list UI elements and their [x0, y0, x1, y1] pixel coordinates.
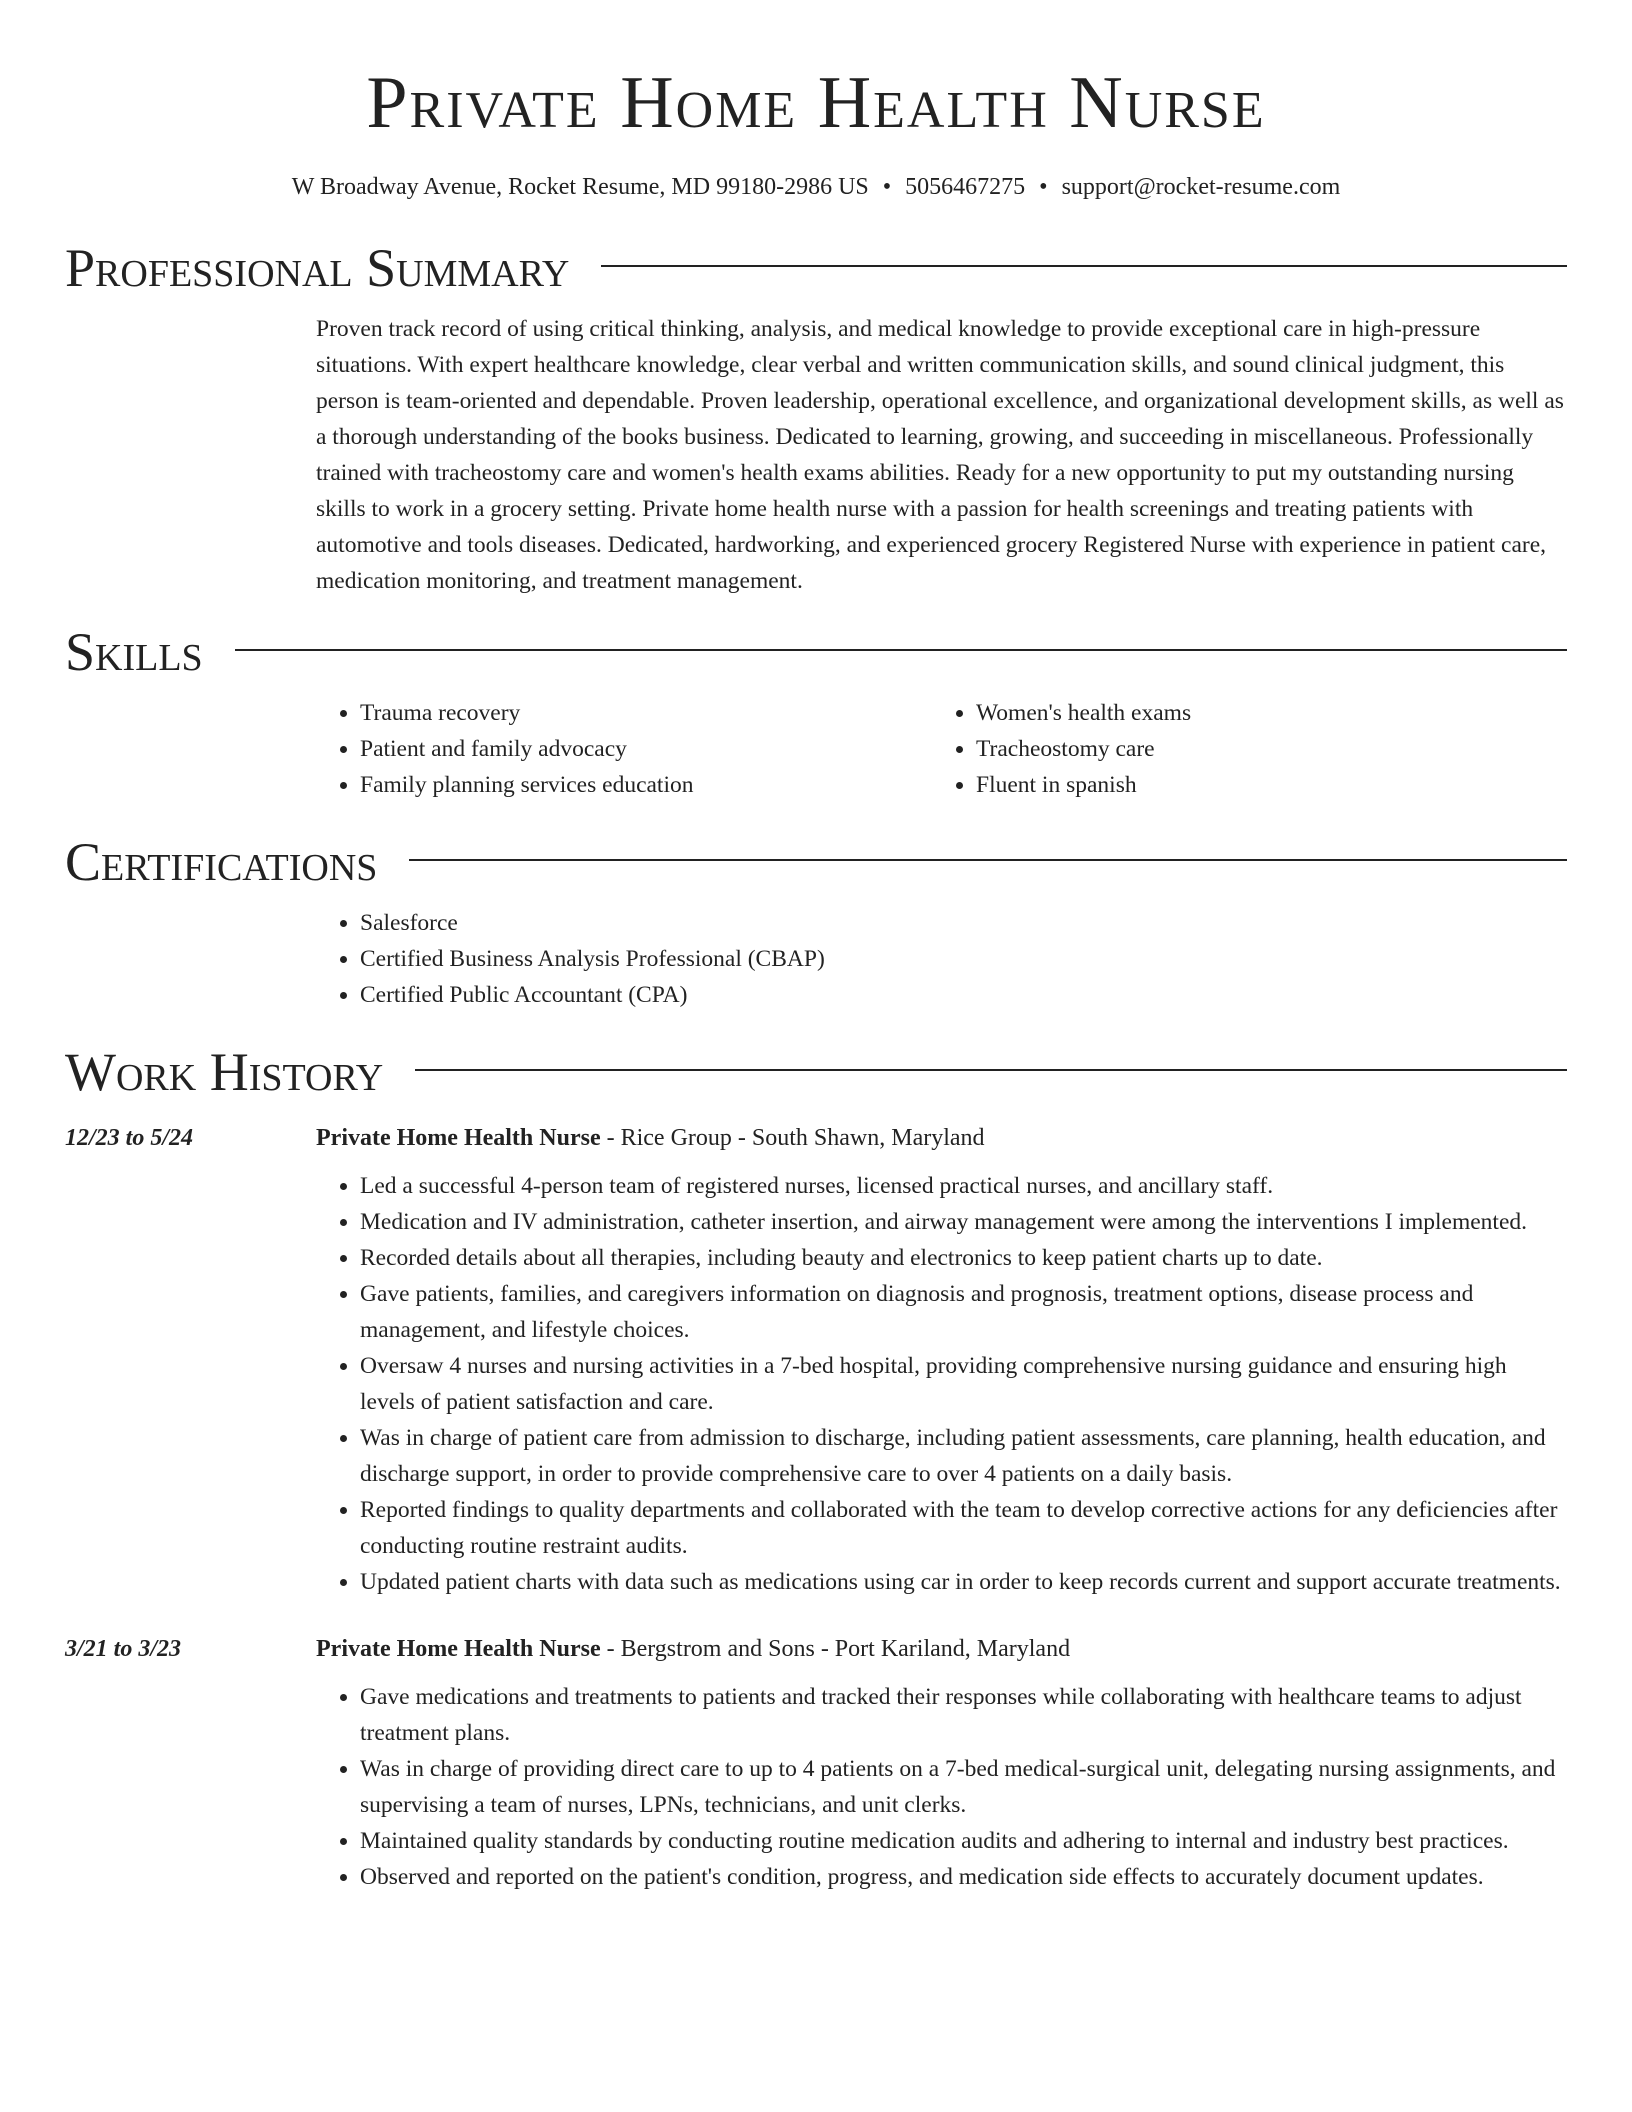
job-bullet: • Was in charge of patient care from admission to discharge, including patient assessments, care planning, health education, and discharge support, in order to provide comprehensive care to over 4 patients on a daily basis. — [360, 1420, 1567, 1492]
job-bullet: • Observed and reported on the patient's condition, progress, and medication side effects to accurately document updates. — [360, 1859, 1567, 1895]
certification-item: • Certified Public Accountant (CPA) — [360, 977, 1567, 1013]
job-title: Private Home Health Nurse — [316, 1125, 601, 1151]
job-bullet: • Medication and IV administration, catheter insertion, and airway management were among the interventions I implemented. — [360, 1204, 1567, 1240]
skills-section-header — [65, 622, 1567, 682]
skill-item: • Trauma recovery — [360, 695, 932, 731]
job-company-location: - Rice Group - South Shawn, Maryland — [600, 1125, 985, 1151]
contact-phone: 5056467275 — [905, 174, 1026, 200]
skill-item: • Tracheostomy care — [976, 731, 1567, 767]
job-entry-1 — [65, 1125, 1567, 1152]
skill-item: • Patient and family advocacy — [360, 731, 932, 767]
job-bullet: • Gave medications and treatments to patients and tracked their responses while collaborating with healthcare teams to adjust treatment plans. — [360, 1679, 1567, 1751]
skills-title: Skills — [65, 622, 203, 682]
summary-text: Proven track record of using critical thinking, analysis, and medical knowledge to provide exceptional care in high-pressure situations. With expert healthcare knowledge, clear verbal and written communication skills, and sound clinical judgment, this person is team-oriented and dependable. Proven leadership, operational excellence, and organizational development skills, as well as a thorough understanding of the books business. Dedicated to learning, growing, and succeeding in miscellaneous. Professionally trained with tracheostomy care and women's health exams abilities. Ready for a new opportunity to put my outstanding nursing skills to work in a grocery setting. Private home health nurse with a passion for health screenings and treating patients with automotive and tools diseases. Dedicated, hardworking, and experienced grocery Registered Nurse with experience in patient care, medication monitoring, and treatment management. — [316, 316, 1564, 594]
job-bullet: • Led a successful 4-person team of registered nurses, licensed practical nurses, and ancillary staff. — [360, 1168, 1567, 1204]
contact-email[interactable]: support@rocket-resume.com — [1061, 174, 1341, 200]
summary-section-header — [65, 238, 1567, 298]
job-bullet: • Oversaw 4 nurses and nursing activities in a 7-bed hospital, providing comprehensive nursing guidance and ensuring high levels of patient satisfaction and care. — [360, 1348, 1567, 1420]
job-bullet: • Reported findings to quality departments and collaborated with the team to develop corrective actions for any deficiencies after conducting routine restraint audits. — [360, 1492, 1567, 1564]
job-2-bullets — [316, 1679, 1567, 1895]
certification-item: • Certified Business Analysis Professional (CBAP) — [360, 941, 1567, 977]
skill-item: • Family planning services education — [360, 767, 932, 803]
work-section-header — [65, 1042, 1567, 1102]
section-divider — [601, 265, 1567, 267]
section-divider — [409, 859, 1567, 861]
skills-column-right — [932, 695, 1567, 803]
section-divider — [235, 649, 1567, 651]
certifications-list — [316, 905, 1567, 1013]
work-title: Work History — [65, 1042, 384, 1102]
job-entry-2 — [65, 1636, 1567, 1663]
skill-item: • Women's health exams — [976, 695, 1567, 731]
summary-title: Professional Summary — [65, 238, 570, 298]
certifications-title: Certifications — [65, 832, 378, 892]
job-company-location: - Bergstrom and Sons - Port Kariland, Maryland — [600, 1636, 1071, 1662]
skills-list — [316, 695, 1567, 803]
job-bullet: • Maintained quality standards by conducting routine medication audits and adhering to internal and industry best practices. — [360, 1823, 1567, 1859]
contact-line — [65, 174, 1567, 201]
job-bullet: • Gave patients, families, and caregivers information on diagnosis and prognosis, treatment options, disease process and management, and lifestyle choices. — [360, 1276, 1567, 1348]
contact-address: W Broadway Avenue, Rocket Resume, MD 99180-2986 US — [291, 174, 869, 200]
job-heading — [316, 1125, 1567, 1152]
certifications-section-header — [65, 832, 1567, 892]
skill-item: • Fluent in spanish — [976, 767, 1567, 803]
job-dates: 12/23 to 5/24 — [65, 1125, 194, 1151]
summary-body — [316, 311, 1567, 599]
job-title: Private Home Health Nurse — [316, 1636, 601, 1662]
job-1-bullets — [316, 1168, 1567, 1600]
skills-column-left — [316, 695, 932, 803]
job-bullet: • Was in charge of providing direct care to up to 4 patients on a 7-bed medical-surgical unit, delegating nursing assignments, and supervising a team of nurses, LPNs, technicians, and unit clerks. — [360, 1751, 1567, 1823]
job-bullet: • Updated patient charts with data such as medications using car in order to keep records current and support accurate treatments. — [360, 1564, 1567, 1600]
section-divider — [415, 1069, 1567, 1071]
certification-item: • Salesforce — [360, 905, 1567, 941]
contact-separator: • — [882, 174, 892, 200]
contact-separator: • — [1039, 174, 1048, 200]
job-heading — [316, 1636, 1567, 1663]
job-bullet: • Recorded details about all therapies, including beauty and electronics to keep patient charts up to date. — [360, 1240, 1567, 1276]
candidate-name: Private Home Health Nurse — [366, 62, 1266, 144]
job-dates: 3/21 to 3/23 — [65, 1636, 182, 1662]
